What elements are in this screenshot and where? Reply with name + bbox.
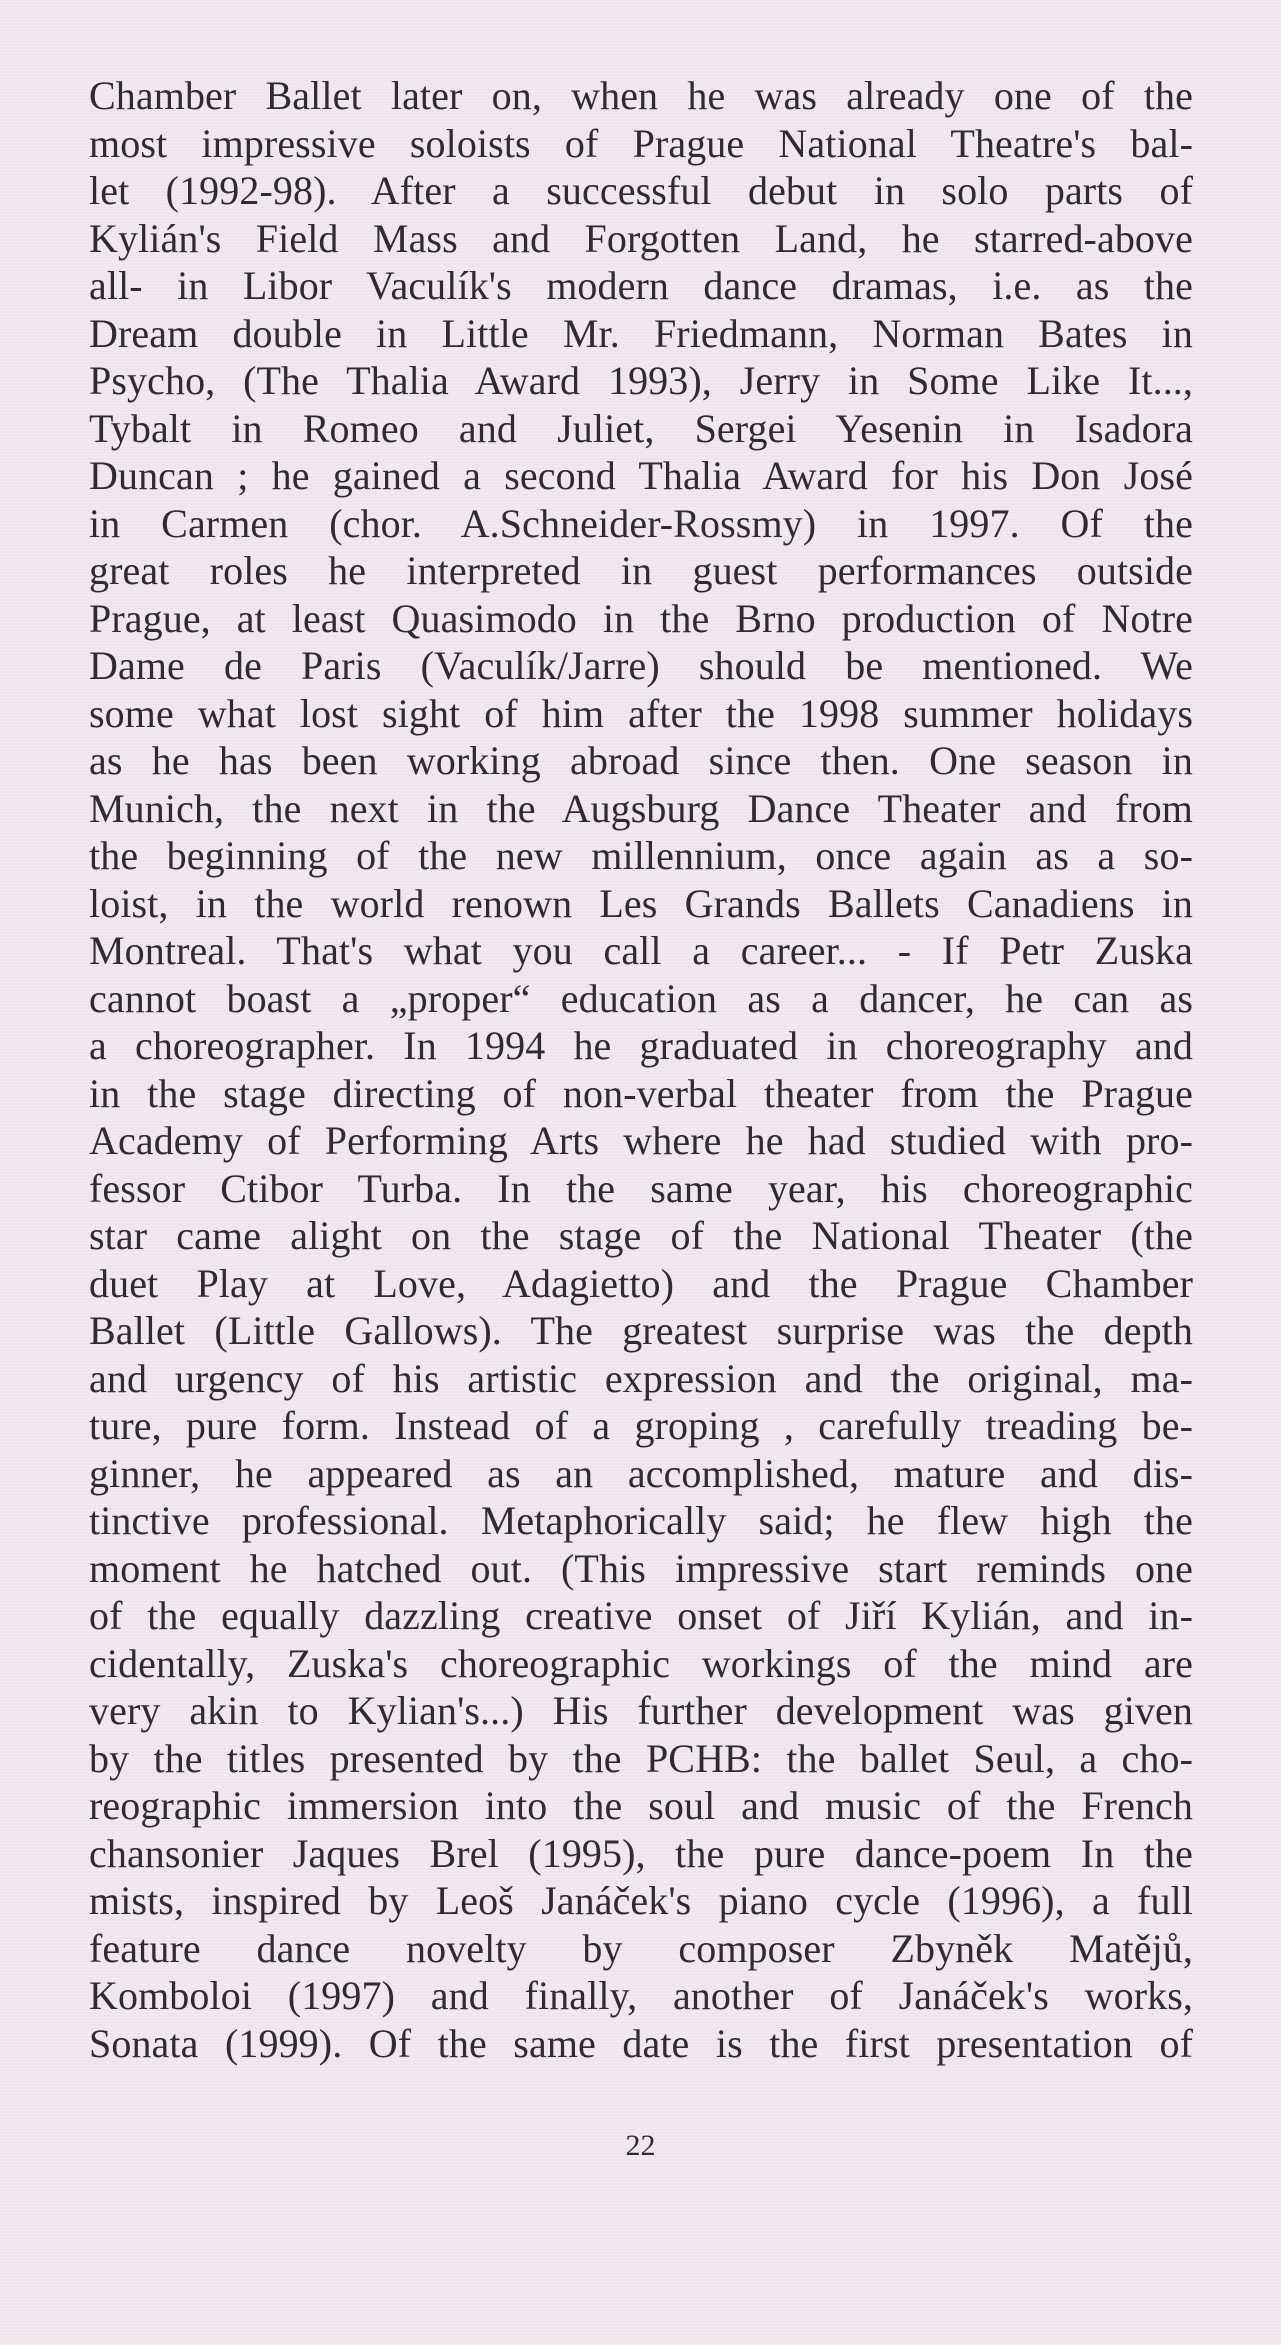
text-line: Dream double in Little Mr. Friedmann, Norman Bates in [89, 310, 1193, 356]
text-line: Psycho, (The Thalia Award 1993), Jerry in Some Like It..., [89, 358, 1193, 403]
text-line: chansonier Jaques Brel (1995), the pure dance-poem In the [89, 1830, 1193, 1876]
text-line: loist, in the world renown Les Grands Ballets Canadiens in [89, 880, 1193, 926]
text-line: and urgency of his artistic expression and the original, ma- [89, 1355, 1193, 1401]
text-line: Tybalt in Romeo and Juliet, Sergei Yesenin in Isadora [89, 405, 1193, 451]
text-line: great roles he interpreted in guest performances outside [89, 548, 1193, 593]
text-line: ture, pure form. Instead of a groping , carefully treading be- [89, 1403, 1193, 1448]
text-line: by the titles presented by the PCHB: the ballet Seul, a cho- [89, 1735, 1193, 1781]
text-line: very akin to Kylian's...) His further development was given [89, 1688, 1193, 1733]
text-line: Dame de Paris (Vaculík/Jarre) should be mentioned. We [89, 643, 1193, 688]
text-line: tinctive professional. Metaphorically said; he flew high the [89, 1498, 1193, 1543]
text-line: Ballet (Little Gallows). The greatest surprise was the depth [89, 1308, 1193, 1353]
text-line: Prague, at least Quasimodo in the Brno production of Notre [89, 595, 1193, 641]
text-line: a choreographer. In 1994 he graduated in choreography and [89, 1023, 1193, 1068]
text-line: most impressive soloists of Prague National Theatre's bal- [89, 120, 1193, 166]
text-line: Komboloi (1997) and finally, another of Janáček's works, [89, 1973, 1193, 2018]
text-line: cannot boast a „proper“ education as a dancer, he can as [89, 975, 1193, 1021]
text-line: star came alight on the stage of the National Theater (the [89, 1213, 1193, 1258]
text-line: in the stage directing of non-verbal theater from the Prague [89, 1070, 1193, 1116]
text-line: mists, inspired by Leoš Janáček's piano cycle (1996), a full [89, 1878, 1193, 1923]
text-line: let (1992-98). After a successful debut in solo parts of [89, 168, 1193, 213]
text-line: Chamber Ballet later on, when he was already one of the [89, 73, 1193, 118]
text-line: feature dance novelty by composer Zbyněk Matějů, [89, 1925, 1193, 1971]
text-line: moment he hatched out. (This impressive start reminds one [89, 1545, 1193, 1591]
text-line: reographic immersion into the soul and music of the French [89, 1783, 1193, 1828]
text-line: some what lost sight of him after the 1998 summer holidays [89, 690, 1193, 736]
text-line: cidentally, Zuska's choreographic workings of the mind are [89, 1640, 1193, 1686]
text-line: fessor Ctibor Turba. In the same year, his choreographic [89, 1165, 1193, 1211]
page-number: 22 [625, 2129, 656, 2162]
text-line: Duncan ; he gained a second Thalia Award for his Don José [89, 453, 1193, 498]
text-line: Munich, the next in the Augsburg Dance Theater and from [89, 785, 1193, 831]
text-line: the beginning of the new millennium, once again as a so- [89, 833, 1193, 878]
text-line: all- in Libor Vaculík's modern dance dramas, i.e. as the [89, 263, 1193, 308]
text-line: Montreal. That's what you call a career... - If Petr Zuska [89, 928, 1193, 973]
body-text [89, 72, 1193, 2067]
text-line: ginner, he appeared as an accomplished, mature and dis- [89, 1450, 1193, 1496]
text-line: of the equally dazzling creative onset of Jiří Kylián, and in- [89, 1593, 1193, 1638]
text-line: Kylián's Field Mass and Forgotten Land, he starred-above [89, 215, 1193, 261]
text-line: duet Play at Love, Adagietto) and the Prague Chamber [89, 1260, 1193, 1306]
text-line: Academy of Performing Arts where he had studied with pro- [89, 1118, 1193, 1163]
text-line: in Carmen (chor. A.Schneider-Rossmy) in 1997. Of the [89, 500, 1193, 546]
text-line: Sonata (1999). Of the same date is the first presentation of [89, 2020, 1193, 2066]
text-line: as he has been working abroad since then. One season in [89, 738, 1193, 783]
